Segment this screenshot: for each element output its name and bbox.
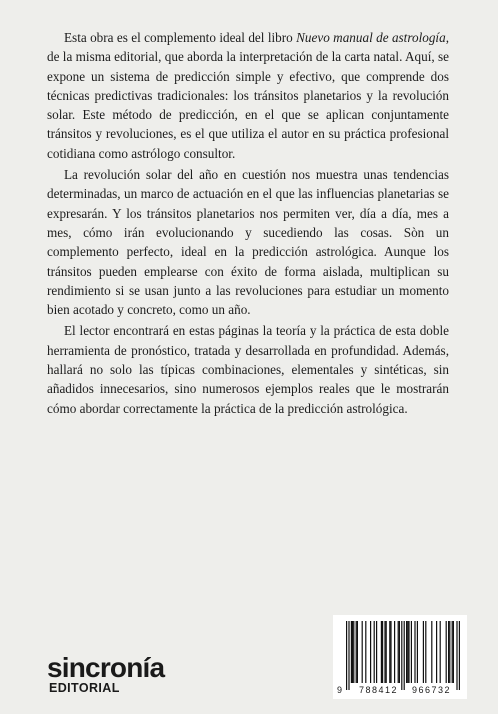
barcode-bar <box>406 621 407 683</box>
barcode-bar <box>448 621 449 683</box>
barcode-bar <box>459 621 460 690</box>
barcode-bar <box>408 621 409 683</box>
publisher-logo <box>47 652 165 695</box>
barcode-bar <box>431 621 432 683</box>
barcode-bar <box>449 621 450 683</box>
barcode-bar <box>386 621 387 683</box>
paragraph-1 <box>47 28 449 163</box>
barcode-bar <box>376 621 377 683</box>
barcode-bar <box>357 621 358 683</box>
barcode-bar <box>374 621 375 683</box>
barcode-bar <box>352 621 353 683</box>
barcode-bar <box>440 621 441 683</box>
barcode-bar <box>390 621 391 683</box>
barcode-bar <box>362 621 363 683</box>
barcode-bar <box>414 621 415 683</box>
barcode-bar <box>425 621 426 683</box>
barcode-bar <box>398 621 399 683</box>
isbn-barcode <box>333 615 467 699</box>
barcode-bar <box>452 621 453 683</box>
barcode-bar <box>384 621 385 683</box>
barcode-bar <box>399 621 400 683</box>
barcode-group-2: 966732 <box>412 685 452 695</box>
barcode-digits <box>333 685 467 697</box>
barcode-bar <box>381 621 382 683</box>
synopsis-text <box>47 28 449 418</box>
barcode-bar <box>365 621 366 683</box>
paragraph-1-rest: , de la misma editorial, que aborda la interpretación de la carta natal. Aquí, se expone un sistema de predicción simple y efectivo, que comprende dos técnicas predictivas tradicionales: los tránsitos planetarios y la revolución solar. Este método de predicción, en el que se aplican conjuntamente tránsitos y revoluciones, es el que utiliza el autor en su práctica profesional cotidiana como astrólogo consultor. <box>47 30 449 161</box>
barcode-bar <box>353 621 354 683</box>
barcode-bar <box>346 621 347 690</box>
barcode-bar <box>382 621 383 683</box>
barcode-bar <box>456 621 457 690</box>
paragraph-1-intro: Esta obra es el complemento ideal del libro <box>64 30 297 45</box>
barcode-bar <box>446 621 447 683</box>
publisher-subtitle: EDITORIAL <box>49 681 120 695</box>
publisher-name: sincronía <box>47 652 165 683</box>
barcode-group-1: 788412 <box>359 685 399 695</box>
barcode-bar <box>389 621 390 683</box>
barcode-bar <box>401 621 402 690</box>
barcode-bar <box>394 621 395 683</box>
barcode-bar <box>348 621 349 690</box>
barcode-bar <box>407 621 408 683</box>
barcode-bar <box>351 621 352 683</box>
referenced-book-title: Nuevo manual de astrología <box>296 30 446 45</box>
barcode-lead-digit: 9 <box>337 685 343 695</box>
paragraph-3: El lector encontrará en estas páginas la teoría y la práctica de esta doble herramienta de pronóstico, tratada y desarrollada en profundidad. Además, hallará no solo las típicas combinaciones, elementales y sintéticas, sin añadidos innecesarios, sino numerosos ejemplos reales que le mostrarán cómo abordar correctamente la práctica de la predicción astrológica. <box>47 323 449 416</box>
barcode-bar <box>411 621 412 683</box>
barcode-bar <box>436 621 437 683</box>
barcode-bar <box>356 621 357 683</box>
barcode-bar <box>423 621 424 683</box>
barcode-bar <box>417 621 418 683</box>
barcode-bar <box>370 621 371 683</box>
paragraph-2: La revolución solar del año en cuestión nos muestra unas tendencias determinadas, un marco de actuación en el que las influencias planetarias se expresarán. Y los tránsitos planetarios nos permiten ver, día a día, mes a mes, cómo irán evolucionando y sucediendo las cosas. Sòn un complemento perfecto, ideal en la predicción astrológica. Aunque los tránsitos pueden emplearse con éxito de forma aislada, multiplican su rendimiento si se usan junto a las revoluciones para estudiar un momento bien acotado y concreto, como un año. <box>47 167 449 318</box>
barcode-bar <box>404 621 405 690</box>
barcode-bar <box>453 621 454 683</box>
